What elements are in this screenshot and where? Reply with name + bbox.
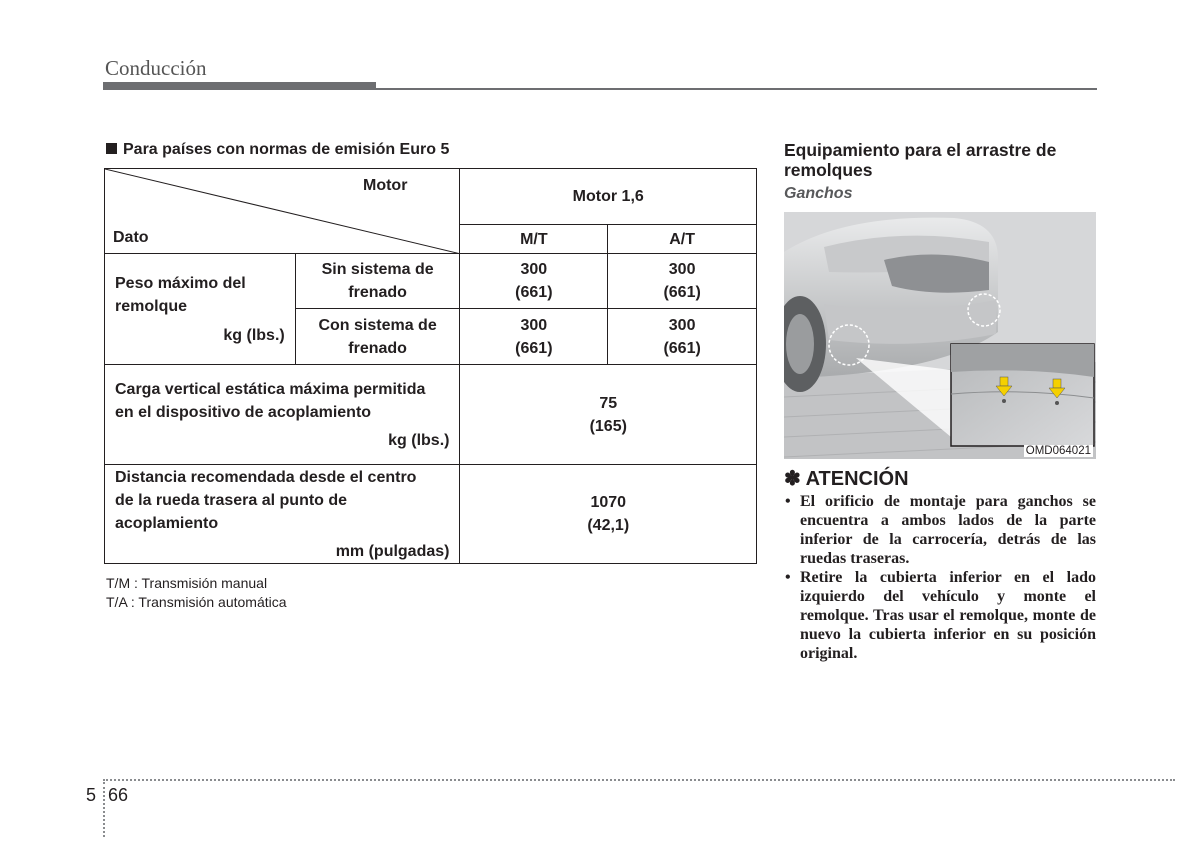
peso-label-line1: Peso máximo del (115, 274, 246, 292)
sin-at-kg: 300 (668, 261, 696, 278)
note-tm: T/M : Transmisión manual (106, 575, 268, 591)
con-mt-lbs: (661) (515, 339, 553, 357)
car-rear-illustration (784, 212, 1096, 459)
header-rule-thick (103, 82, 376, 90)
con-frenado-label (295, 309, 460, 365)
corner-motor-label: Motor (363, 177, 408, 194)
carga-line2: en el dispositivo de acoplamiento (115, 403, 372, 421)
carga-value-lbs: (165) (589, 417, 627, 435)
warning-item-text: Retire la cubierta inferior en el lado izquierdo del vehículo y monte el remolque. Tras usar el remolque, monte de nuevo la cubierta inferior en su posición original. (800, 569, 1096, 662)
chapter-title: Conducción (105, 56, 207, 80)
page-number: 66 (108, 785, 129, 805)
footer-dotted-divider (103, 782, 105, 837)
distancia-value-in: (42,1) (587, 517, 630, 534)
carga-value-cell (460, 365, 757, 465)
sin-at-value (608, 254, 757, 309)
con-at-kg: 300 (668, 316, 696, 334)
sin-frenado-line2: frenado (348, 284, 407, 301)
warning-item (784, 568, 1096, 663)
sin-mt-kg: 300 (520, 261, 548, 278)
hooks-subtitle: Ganchos (784, 185, 853, 202)
carga-value-kg: 75 (599, 394, 618, 412)
mt-header: M/T (460, 225, 608, 254)
car-rear-photo (784, 212, 1096, 459)
peso-unit: kg (lbs.) (223, 326, 285, 344)
sin-frenado-label (295, 254, 460, 309)
engine-header: Motor 1,6 (460, 169, 757, 225)
warning-item (784, 492, 1096, 568)
towing-equipment-title: Equipamiento para el arrastre de remolques (784, 140, 1057, 180)
carga-line1: Carga vertical estática máxima permitida (115, 380, 426, 398)
warning-list (784, 492, 1096, 663)
section-title-text: Para países con normas de emisión Euro 5 (123, 141, 450, 158)
header-rule-thin (376, 88, 1097, 90)
carga-label-cell (105, 365, 460, 465)
table-notes (106, 574, 287, 612)
at-header: A/T (608, 225, 757, 254)
con-frenado-line1: Con sistema de (318, 316, 437, 334)
warning-item-text: El orificio de montaje para ganchos se encuentra a ambos lados de la parte inferior de la carrocería, detrás de las ruedas traseras. (800, 493, 1096, 567)
image-code: OMD064021 (1025, 445, 1091, 457)
note-ta: T/A : Transmisión automática (106, 594, 287, 610)
distancia-unit: mm (pulgadas) (335, 542, 450, 560)
sin-mt-lbs: (661) (515, 284, 553, 301)
bullet-icon: • (785, 569, 791, 586)
con-mt-value (460, 309, 608, 365)
distancia-line3: acoplamiento (115, 514, 219, 532)
warning-title: ✽ ATENCIÓN (784, 468, 909, 490)
peso-label-cell (105, 254, 296, 365)
distancia-line2: de la rueda trasera al punto de (115, 491, 348, 509)
distancia-value-cell (460, 465, 757, 564)
corner-dato-label: Dato (113, 229, 149, 246)
sin-mt-value (460, 254, 608, 309)
con-at-value (608, 309, 757, 365)
con-mt-kg: 300 (520, 316, 548, 334)
carga-unit: kg (lbs.) (388, 431, 450, 449)
header-corner-cell (105, 169, 460, 254)
trailer-spec-table (104, 168, 757, 564)
section-title (106, 141, 449, 159)
distancia-value-mm: 1070 (590, 494, 627, 511)
con-at-lbs: (661) (663, 339, 701, 357)
bullet-icon: • (785, 493, 791, 510)
peso-label-line2: remolque (115, 297, 188, 315)
distancia-label-cell (105, 465, 460, 564)
footer-dotted-rule (103, 779, 1175, 781)
con-frenado-line2: frenado (348, 339, 407, 357)
diagonal-line (105, 169, 461, 254)
distancia-line1: Distancia recomendada desde el centro (115, 468, 417, 486)
sin-frenado-line1: Sin sistema de (321, 261, 434, 278)
sin-at-lbs: (661) (663, 284, 701, 301)
square-bullet-icon (106, 143, 117, 154)
page-section-number: 5 (86, 785, 97, 805)
